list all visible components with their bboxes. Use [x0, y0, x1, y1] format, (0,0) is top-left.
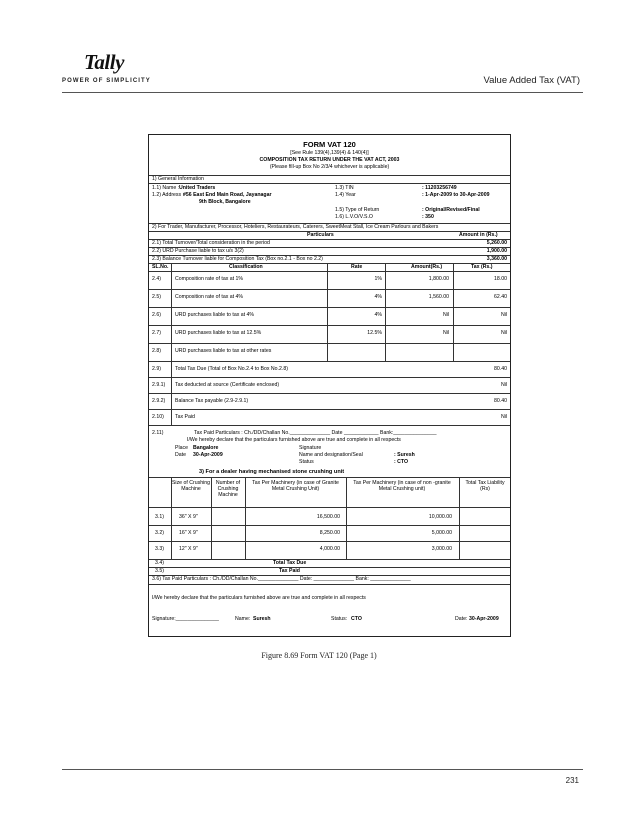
rule [149, 477, 510, 478]
tax-row-no: 2.8) [152, 348, 161, 354]
form-instruction: (Please fill-up Box No 2/3/4 whichever is applicable) [269, 164, 390, 170]
rule [149, 541, 510, 542]
header-divider [62, 92, 583, 93]
tally-logo [62, 50, 172, 90]
tax-row-amount: 1,800.00 [428, 276, 449, 282]
page-number: 231 [565, 776, 579, 785]
address-line1: #56 East End Main Road, Jayanagar [183, 192, 272, 198]
sec211-no: 2.11) [152, 430, 164, 436]
crush-row-granite: 4,000.00 [319, 546, 340, 552]
turnover-row-amount: 1,900.00 [486, 248, 507, 254]
crush-row-nongranite: 3,000.00 [431, 546, 452, 552]
vat-120-form [148, 134, 511, 637]
lvo-value: : 350 [422, 214, 434, 220]
footer-divider [62, 769, 583, 770]
rule [149, 567, 510, 568]
section3-heading: 3) For a dealer having mechanised stone crushing unit [199, 469, 345, 475]
date-value: 30-Apr-2009 [193, 452, 223, 458]
rule [149, 559, 510, 560]
general-section-label: 1) General Information [152, 176, 204, 182]
col-rate: Rate [351, 264, 363, 270]
designation-value: : Suresh [394, 452, 415, 458]
col-classification: Classification [229, 264, 263, 270]
address-label: 1.2) Address : [152, 192, 185, 198]
summary-row-label: Tax Paid [175, 414, 195, 420]
tax-row-classification: Composition rate of tax at 1% [175, 276, 244, 282]
footer-date-label: Date: [455, 616, 468, 622]
page-header-title: Value Added Tax (VAT) [483, 75, 580, 86]
col-liability: Total Tax Liability (Rs) [465, 480, 505, 492]
sec36-line: 3.6) Tax Paid Particulars : Ch./DD/Challan No.______________ Date: ______________ Bank: ______________ [152, 576, 411, 582]
col-number: Number of Crushing Machine [215, 480, 241, 498]
crush-row-granite: 16,500.00 [316, 514, 340, 520]
summary-row-no: 2.9.2) [152, 398, 166, 404]
amount-header: Amount in (Rs.) [459, 232, 498, 238]
col-divider [211, 477, 212, 559]
tax-row-rate: 12.5% [367, 330, 382, 336]
rule [149, 507, 510, 508]
turnover-row-amount: 3,360.00 [486, 256, 507, 262]
figure-caption: Figure 8.69 Form VAT 120 (Page 1) [261, 651, 377, 660]
tax-row-classification: URD purchases liable to tax at 4% [175, 312, 255, 318]
col-tax: Tax (Rs.) [471, 264, 493, 270]
crush-row-no: 3.1) [155, 514, 164, 520]
total-due-no: 3.4) [155, 560, 164, 566]
col-divider [459, 477, 460, 559]
return-type-value: : Original/Revised/Final [422, 207, 480, 213]
tax-row-no: 2.6) [152, 312, 161, 318]
tax-row-rate: 4% [374, 312, 382, 318]
summary-row-no: 2.9) [152, 366, 161, 372]
final-declaration: I/We hereby declare that the particulars furnished above are true and complete in all respects [152, 595, 366, 601]
summary-row-value: 80.40 [494, 366, 507, 372]
status-value: : CTO [394, 459, 409, 465]
sec211-paid-line: Tax Paid Particulars : Ch./DD/Challan No.______________ Date ____________ Bank:_______________ [194, 430, 437, 436]
footer-status-label: Status: [331, 616, 348, 622]
summary-row-no: 2.9.1) [152, 382, 166, 388]
rule [149, 525, 510, 526]
col-divider [171, 477, 172, 559]
turnover-row-label: 2.1) Total Turnover/Total consideration in the period [152, 240, 270, 246]
turnover-row-label: 2.3) Balance Turnover liable for Composition Tax (Box no.2.1 - Box no 2.2) [152, 256, 323, 262]
crush-row-granite: 8,250.00 [319, 530, 340, 536]
rule [149, 271, 510, 272]
tax-row-tax: Nil [500, 312, 507, 318]
tax-row-amount: 1,560.00 [428, 294, 449, 300]
col-divider [346, 477, 347, 559]
summary-row-label: Total Tax Due (Total of Box No.2.4 to Box No.2.8) [175, 366, 288, 372]
col-divider [453, 263, 454, 361]
particulars-header: Particulars [307, 232, 334, 238]
designation-label: Name and designation/Seal [299, 452, 363, 458]
status-label: Status [299, 459, 314, 465]
rule [149, 584, 510, 585]
col-divider [245, 477, 246, 559]
crush-row-no: 3.2) [155, 530, 164, 536]
tax-row-amount: Nil [442, 330, 449, 336]
tin-value: : 11203256749 [422, 185, 457, 191]
form-rule-ref: [See Rule 139(4),139(4) & 140(4)] [290, 150, 369, 156]
name-label: 1.1) Name : [152, 185, 180, 191]
summary-row-label: Balance Tax payable (2.9-2.9.1) [175, 398, 249, 404]
tax-row-tax: 18.00 [494, 276, 507, 282]
rule [149, 183, 510, 184]
return-type-label: 1.5) Type of Return [335, 207, 380, 213]
col-divider [327, 263, 328, 361]
crush-row-nongranite: 5,000.00 [431, 530, 452, 536]
year-value: : 1-Apr-2009 to 30-Apr-2009 [422, 192, 490, 198]
crush-row-no: 3.3) [155, 546, 164, 552]
col-divider [385, 263, 386, 361]
tax-row-no: 2.7) [152, 330, 161, 336]
year-label: 1.4) Year [335, 192, 356, 198]
tax-row-classification: URD purchases liable to tax at other rates [175, 348, 272, 354]
tin-label: 1.3) TIN [335, 185, 354, 191]
rule [149, 307, 510, 308]
rule [149, 409, 510, 410]
tax-paid-no: 3.5) [155, 568, 164, 574]
form-title: FORM VAT 120 [303, 140, 356, 149]
summary-row-value: Nil [500, 414, 507, 420]
summary-row-value: Nil [500, 382, 507, 388]
name-value: United Traders [179, 185, 216, 191]
tax-row-rate: 4% [374, 294, 382, 300]
col-size: Size of Crushing Machine [171, 480, 211, 492]
tax-row-no: 2.4) [152, 276, 161, 282]
crush-row-nongranite: 10,000.00 [428, 514, 452, 520]
crush-row-size: 16" X 9" [179, 530, 198, 536]
footer-signature-label: Signature:_______________ [152, 616, 219, 622]
rule [149, 325, 510, 326]
section2-heading: 2) For Trader, Manufacturer, Processor, Hoteliers, Restaurateurs, Caterers, SweetMeat Stall, Ice Cream Parlours and Bakers [152, 224, 439, 230]
total-due-label: Total Tax Due [273, 560, 307, 566]
tax-row-classification: Composition rate of tax at 4% [175, 294, 244, 300]
address-line2: 9th Block, Bangalore [199, 199, 251, 205]
footer-date-value: 30-Apr-2009 [469, 616, 499, 622]
tax-row-amount: Nil [442, 312, 449, 318]
sec211-declaration: I/We hereby declare that the particulars furnished above are true and complete in all respects [187, 437, 401, 443]
form-heading: COMPOSITION TAX RETURN UNDER THE VAT ACT, 2003 [259, 157, 400, 163]
place-label: Place [175, 445, 188, 451]
col-granite: Tax Per Machinery (in case of Granite Metal Crushing Unit) [252, 480, 339, 492]
col-nongranite: Tax Per Machinery (in case of non -granite Metal Crushing unit) [353, 480, 451, 492]
rule [149, 343, 510, 344]
rule [149, 289, 510, 290]
turnover-row-label: 2.2) URD Purchase liable to tax u/s 3(2) [152, 248, 244, 254]
tax-row-classification: URD purchases liable to tax at 12.5% [175, 330, 262, 336]
summary-row-no: 2.10) [152, 414, 164, 420]
summary-row-label: Tax deducted at source (Certificate enclosed) [175, 382, 280, 388]
tax-row-no: 2.5) [152, 294, 161, 300]
rule [149, 393, 510, 394]
summary-row-value: 80.40 [494, 398, 507, 404]
footer-status-value: CTO [351, 616, 362, 622]
footer-name-label: Name: [235, 616, 251, 622]
date-label: Date [175, 452, 186, 458]
lvo-label: 1.6) L.V.O/V.S.O [335, 214, 373, 220]
footer-name-value: Suresh [253, 616, 271, 622]
rule [149, 377, 510, 378]
tax-row-tax: 62.40 [494, 294, 507, 300]
brand-tagline: POWER OF SIMPLICITY [62, 78, 151, 84]
col-divider [171, 263, 172, 425]
tax-paid-label: Tax Paid [279, 568, 300, 574]
rule [149, 263, 510, 264]
brand-wordmark: Tally [84, 50, 124, 74]
col-slno: SL.No. [152, 264, 169, 270]
crush-row-size: 36" X 9" [179, 514, 198, 520]
place-value: Bangalore [193, 445, 219, 451]
tax-row-rate: 1% [374, 276, 382, 282]
rule [149, 425, 510, 426]
rule [149, 361, 510, 362]
tax-row-tax: Nil [500, 330, 507, 336]
col-amount: Amount(Rs.) [411, 264, 443, 270]
signature-label: Signature [299, 445, 322, 451]
crush-row-size: 12" X 9" [179, 546, 198, 552]
turnover-row-amount: 5,260.00 [486, 240, 507, 246]
